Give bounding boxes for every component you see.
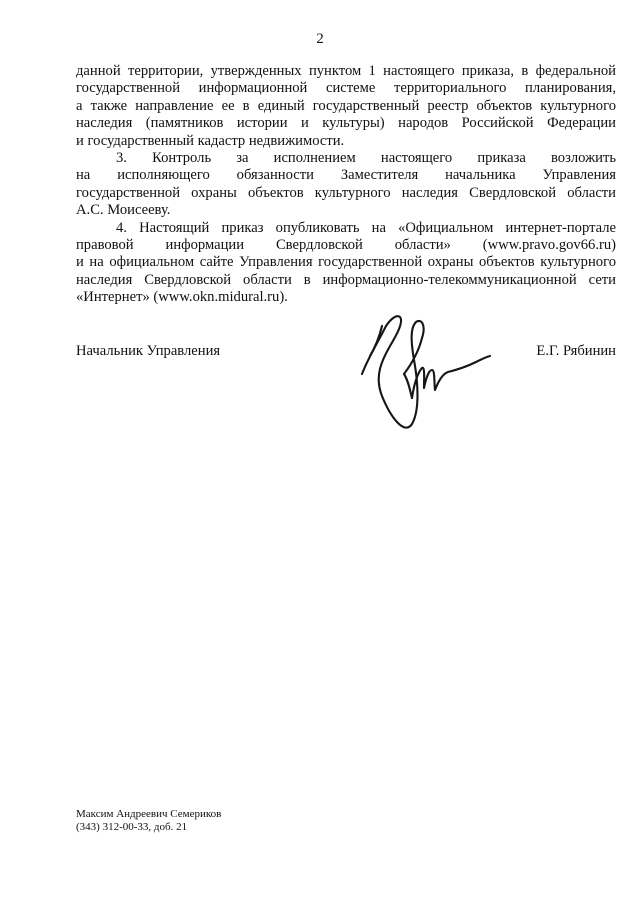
body-line: наследия (памятников истории и культуры) народов Российской Федерации — [76, 115, 616, 132]
executor-info — [76, 808, 221, 834]
body-line: и государственный кадастр недвижимости. — [76, 132, 345, 149]
body-line: «Интернет» (www.okn.midural.ru). — [76, 289, 288, 306]
body-line: государственной информационной системе территориального планирования, — [76, 80, 616, 97]
handwritten-signature — [352, 312, 492, 438]
body-line: А.С. Моисееву. — [76, 202, 171, 219]
page-number: 2 — [316, 31, 324, 47]
body-line: наследия Свердловской области в информационно-телекоммуникационной сети — [76, 271, 616, 288]
paragraph-4-line: 4. Настоящий приказ опубликовать на «Официальном интернет-портале — [116, 219, 616, 236]
body-line: данной территории, утвержденных пунктом 1 настоящего приказа, в федеральной — [76, 63, 616, 79]
paragraph-3-line: 3. Контроль за исполнением настоящего приказа возложить — [116, 149, 616, 166]
body-line: государственной охраны объектов культурного наследия Свердловской области — [76, 184, 616, 201]
signer-position: Начальник Управления — [76, 343, 221, 359]
signer-name: Е.Г. Рябинин — [536, 343, 616, 359]
body-line: на исполняющего обязанности Заместителя начальника Управления — [76, 167, 616, 184]
body-line: и на официальном сайте Управления государственной охраны объектов культурного — [76, 254, 616, 271]
body-line: правовой информации Свердловской области» (www.pravo.gov66.ru) — [76, 236, 616, 253]
body-line: а также направление ее в единый государственный реестр объектов культурного — [76, 97, 616, 114]
document-body — [76, 63, 616, 306]
executor-phone: (343) 312-00-33, доб. 21 — [76, 821, 188, 833]
executor-name: Максим Андреевич Семериков — [76, 808, 222, 820]
